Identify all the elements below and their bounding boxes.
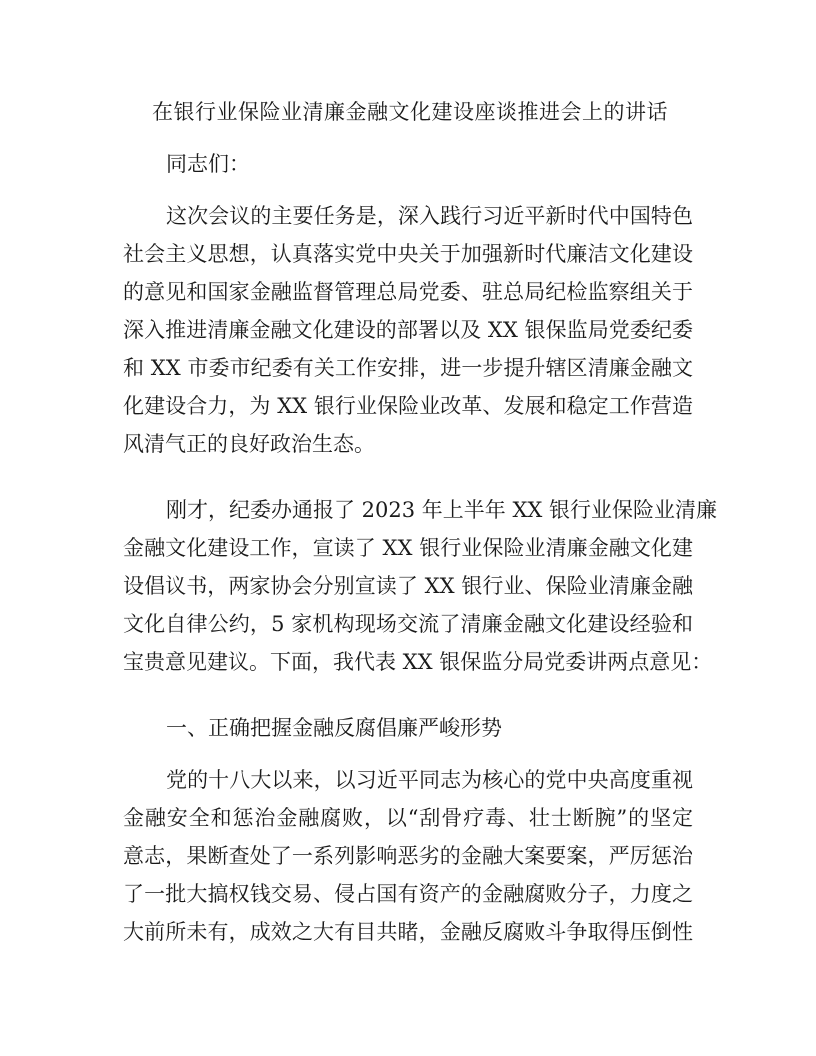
paragraph-line: 和 XX 市委市纪委有关工作安排，进一步提升辖区清廉金融文 <box>123 356 693 380</box>
salutation: 同志们： <box>166 152 250 176</box>
paragraph-line: 刚才，纪委办通报了 2023 年上半年 XX 银行业保险业清廉 <box>166 498 718 522</box>
paragraph-line: 文化自律公约，5 家机构现场交流了清廉金融文化建设经验和 <box>123 612 693 636</box>
paragraph-line: 社会主义思想，认真落实党中央关于加强新时代廉洁文化建设 <box>123 242 693 266</box>
paragraph-line: 党的十八大以来，以习近平同志为核心的党中央高度重视 <box>166 768 693 792</box>
paragraph-line: 了一批大搞权钱交易、侵占国有资产的金融腐败分子，力度之 <box>123 882 693 906</box>
paragraph-line: 金融文化建设工作，宣读了 XX 银行业保险业清廉金融文化建 <box>123 536 693 560</box>
paragraph-line: 化建设合力，为 XX 银行业保险业改革、发展和稳定工作营造 <box>123 394 693 418</box>
paragraph-line: 深入推进清廉金融文化建设的部署以及 XX 银保监局党委纪委 <box>123 318 693 342</box>
page-title: 在银行业保险业清廉金融文化建设座谈推进会上的讲话 <box>152 100 668 124</box>
section-heading: 一、正确把握金融反腐倡廉严峻形势 <box>166 716 502 740</box>
paragraph-line: 风清气正的良好政治生态。 <box>123 432 375 456</box>
paragraph-line: 意志，果断查处了一系列影响恶劣的金融大案要案，严厉惩治 <box>123 844 693 868</box>
paragraph-line: 金融安全和惩治金融腐败，以“刮骨疗毒、壮士断腕”的坚定 <box>123 806 693 830</box>
paragraph-line: 设倡议书，两家协会分别宣读了 XX 银行业、保险业清廉金融 <box>123 574 693 598</box>
paragraph-line: 的意见和国家金融监督管理总局党委、驻总局纪检监察组关于 <box>123 280 693 304</box>
paragraph-line: 宝贵意见建议。下面，我代表 XX 银保监分局党委讲两点意见： <box>123 650 713 674</box>
paragraph-line: 大前所未有，成效之大有目共睹，金融反腐败斗争取得压倒性 <box>123 920 693 944</box>
paragraph-line: 这次会议的主要任务是，深入践行习近平新时代中国特色 <box>166 204 693 228</box>
